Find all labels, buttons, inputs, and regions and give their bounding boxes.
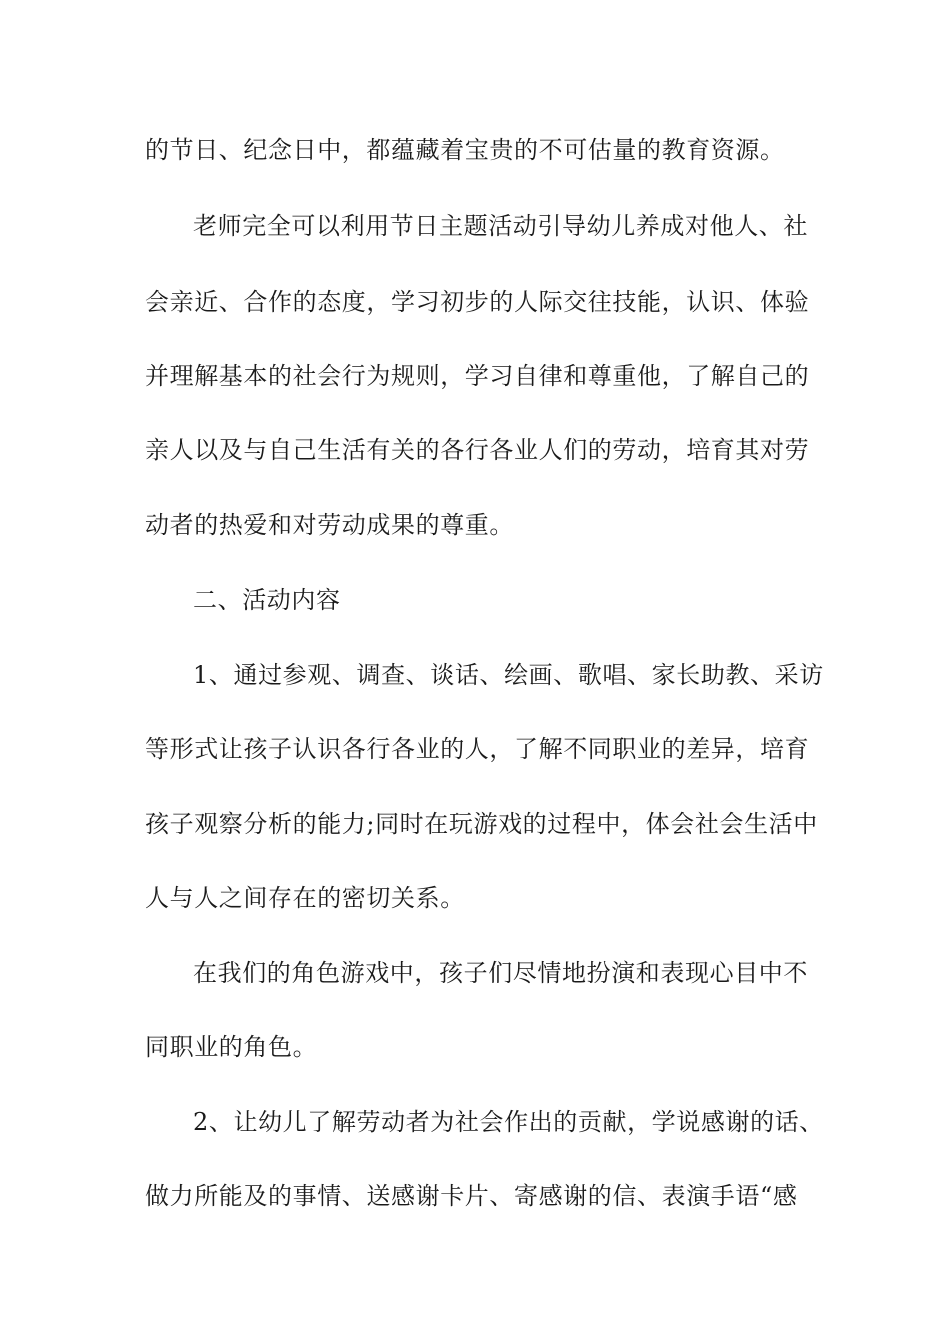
text-line: 孩子观察分析的能力;同时在玩游戏的过程中，体会社会生活中 — [145, 810, 818, 838]
text-line: 人与人之间存在的密切关系。 — [145, 884, 465, 912]
text-line: 在我们的角色游戏中，孩子们尽情地扮演和表现心目中不 — [193, 959, 808, 987]
section-heading: 二、活动内容 — [193, 586, 341, 614]
text-line: 做力所能及的事情、送感谢卡片、寄感谢的信、表演手语“感 — [145, 1182, 798, 1210]
text-line: 亲人以及与自己生活有关的各行各业人们的劳动，培育其对劳 — [145, 436, 810, 464]
text-line: 1、通过参观、调查、谈话、绘画、歌唱、家长助教、采访 — [193, 661, 824, 689]
text-line: 并理解基本的社会行为规则，学习自律和尊重他，了解自己的 — [145, 362, 810, 390]
text-line: 会亲近、合作的态度，学习初步的人际交往技能，认识、体验 — [145, 288, 810, 316]
text-line: 同职业的角色。 — [145, 1033, 318, 1061]
text-line: 等形式让孩子认识各行各业的人，了解不同职业的差异，培育 — [145, 735, 810, 763]
text-line: 的节日、纪念日中，都蕴藏着宝贵的不可估量的教育资源。 — [145, 136, 785, 164]
text-line: 动者的热爱和对劳动成果的尊重。 — [145, 511, 514, 539]
text-line: 老师完全可以利用节日主题活动引导幼儿养成对他人、社 — [193, 212, 808, 240]
text-line: 2、让幼儿了解劳动者为社会作出的贡献，学说感谢的话、 — [193, 1108, 824, 1136]
